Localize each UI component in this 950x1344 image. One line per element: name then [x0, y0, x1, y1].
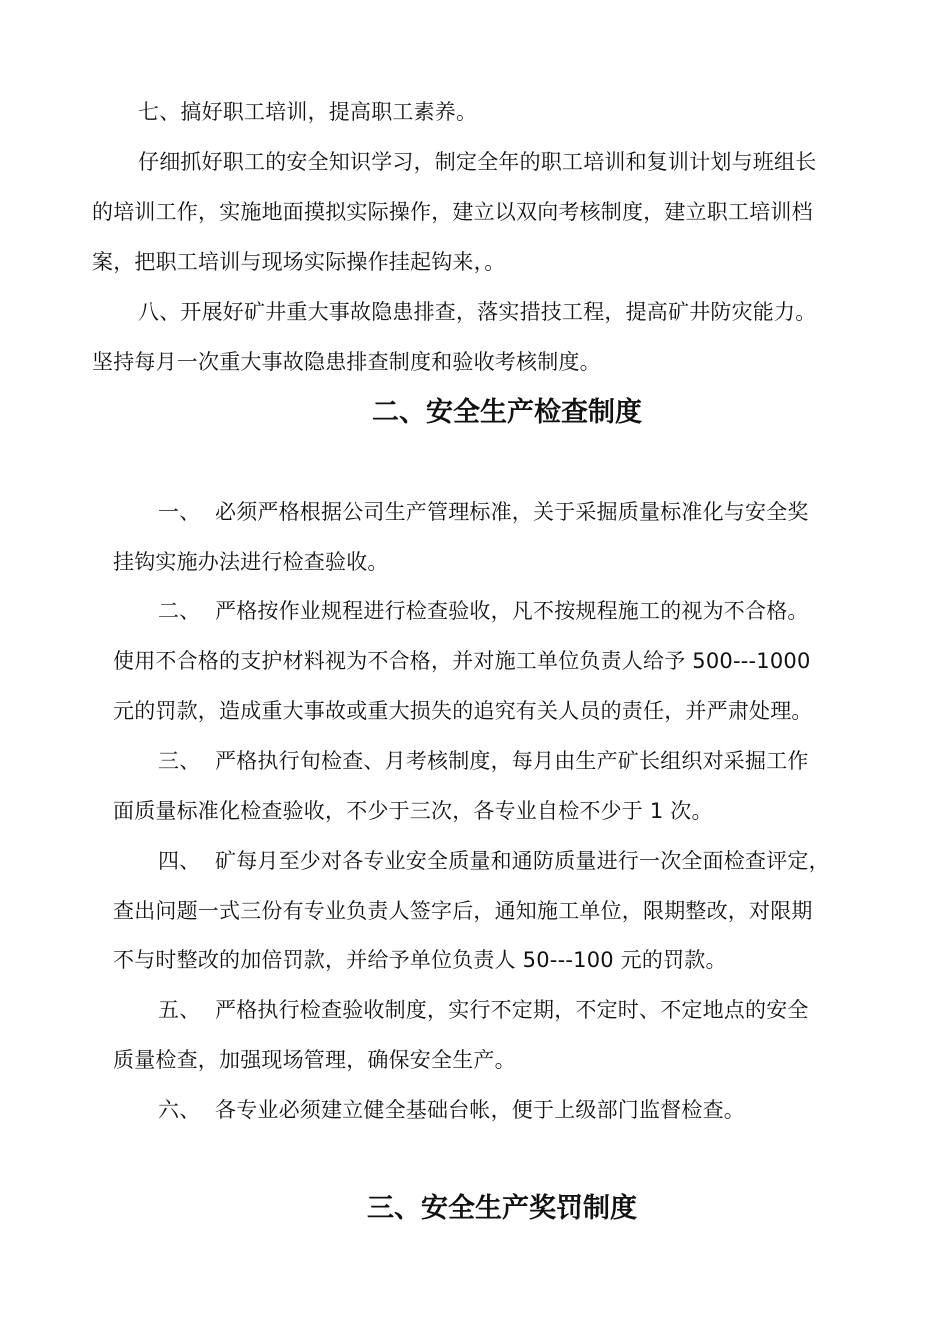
item8-title: 八、开展好矿井重大事故隐患排查，落实措技工程，提高矿井防灾能力。 — [138, 300, 817, 324]
check-item-2-line-2: 使用不合格的支护材料视为不合格，并对施工单位负责人给予 500---1000 — [113, 649, 811, 673]
check-item-1-line-2: 挂钩实施办法进行检查验收。 — [113, 550, 389, 574]
check-item-4-line-3: 不与时整改的加倍罚款，并给予单位负责人 50---100 元的罚款。 — [113, 948, 727, 972]
check-item-6-line-1 — [158, 1095, 745, 1125]
check-item-4-text: 矿每月至少对各专业安全质量和通防质量进行一次全面检查评定， — [215, 849, 830, 873]
check-item-2-line-1 — [158, 596, 809, 626]
check-item-5-text: 严格执行检查验收制度，实行不定期，不定时、不定地点的安全 — [215, 998, 809, 1022]
check-item-1-number: 一、 — [158, 500, 201, 524]
check-item-2-text: 严格按作业规程进行检查验收，凡不按规程施工的视为不合格。 — [215, 599, 809, 623]
check-item-5-line-2: 质量检查，加强现场管理，确保安全生产。 — [113, 1048, 516, 1072]
check-item-3-number: 三、 — [158, 749, 201, 773]
item8-body: 坚持每月一次重大事故隐患排查制度和验收考核制度。 — [92, 350, 601, 374]
item7-body-line-2: 的培训工作，实施地面摸拟实际操作，建立以双向考核制度，建立职工培训档 — [92, 200, 813, 224]
check-item-5-number: 五、 — [158, 998, 201, 1022]
check-item-1-line-1 — [158, 497, 809, 527]
section-heading-2: 二、安全生产检查制度 — [372, 397, 642, 428]
check-item-6-text: 各专业必须建立健全基础台帐，便于上级部门监督检查。 — [215, 1098, 745, 1122]
item7-body-line-1: 仔细抓好职工的安全知识学习，制定全年的职工培训和复训计划与班组长 — [138, 150, 817, 174]
check-item-6-number: 六、 — [158, 1098, 201, 1122]
check-item-3-text: 严格执行旬检查、月考核制度，每月由生产矿长组织对采掘工作 — [215, 749, 809, 773]
check-item-2-line-3: 元的罚款，造成重大事故或重大损失的追究有关人员的责任，并严肃处理。 — [113, 699, 813, 723]
check-item-3-line-1 — [158, 746, 809, 776]
check-item-2-number: 二、 — [158, 599, 201, 623]
item7-body-line-3: 案，把职工培训与现场实际操作挂起钩来，。 — [92, 250, 506, 274]
check-item-4-line-1 — [158, 846, 830, 876]
check-item-4-number: 四、 — [158, 849, 201, 873]
check-item-5-line-1 — [158, 995, 809, 1025]
item7-title: 七、搞好职工培训，提高职工素养。 — [138, 100, 478, 124]
section-heading-3: 三、安全生产奖罚制度 — [367, 1193, 637, 1224]
check-item-4-line-2: 查出问题一式三份有专业负责人签字后，通知施工单位，限期整改，对限期 — [113, 899, 813, 923]
check-item-1-text: 必须严格根据公司生产管理标准，关于采掘质量标准化与安全奖 — [215, 500, 809, 524]
check-item-3-line-2: 面质量标准化检查验收，不少于三次，各专业自检不少于 1 次。 — [113, 799, 713, 823]
